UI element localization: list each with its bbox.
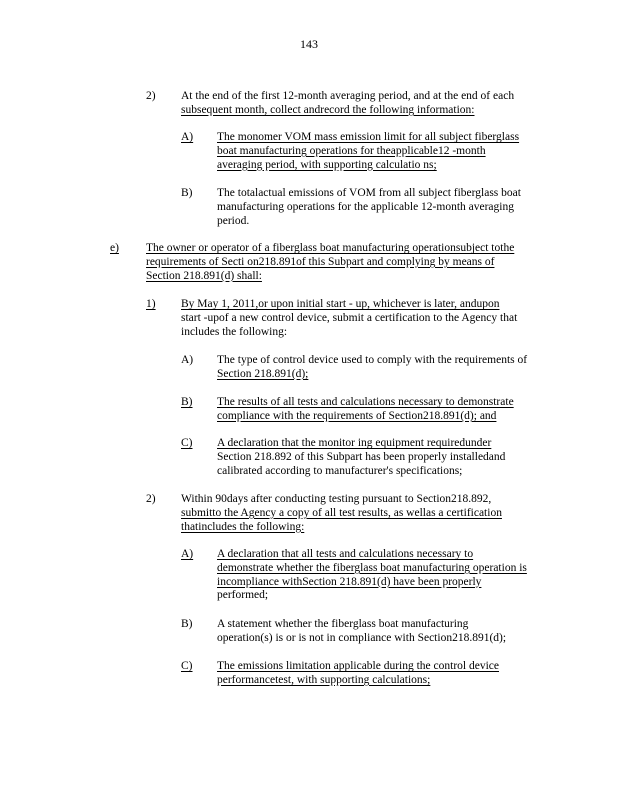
text-line: averaging period, with supporting calculatio ns; — [217, 158, 437, 171]
text-line: A declaration that the monitor ing equipment requiredunder — [217, 437, 492, 449]
text-line: Section 218.892 of this Subpart has been properly installedand — [217, 450, 506, 463]
text-line: Within 90days after conducting testing pursuant to Section218.892, — [181, 493, 492, 505]
text-line: A statement whether the fiberglass boat manufacturing — [217, 618, 469, 630]
text-line: start -upof a new control device, submit a certification to the Agency that — [181, 311, 518, 324]
item-label: 2) — [146, 90, 156, 102]
text-line: boat manufacturing operations for theapplicable12 -month — [217, 144, 486, 157]
text-line: calibrated according to manufacturer's specifications; — [217, 464, 463, 477]
text-line: Section 218.891(d); — [217, 367, 309, 380]
text-line: The totalactual emissions of VOM from all subject fiberglass boat — [217, 187, 521, 199]
text-line: manufacturing operations for the applicable 12-month averaging — [217, 200, 514, 213]
text-line: operation(s) is or is not in compliance with Section218.891(d); — [217, 631, 507, 644]
item-label: A) — [181, 131, 194, 143]
text-line: The emissions limitation applicable during the control device — [217, 660, 499, 672]
text-line: submitto the Agency a copy of all test results, as wellas a certification — [181, 506, 502, 519]
text-line: subsequent month, collect andrecord the following information: — [181, 103, 475, 116]
text-line: performancetest, with supporting calculations; — [217, 673, 431, 686]
text-line: The owner or operator of a fiberglass boat manufacturing operationsubject tothe — [146, 242, 515, 254]
item-label: A) — [181, 548, 194, 560]
text-line: thatincludes the following: — [181, 520, 305, 533]
text-line: By May 1, 2011,or upon initial start - up, whichever is later, andupon — [181, 298, 500, 310]
text-line: A declaration that all tests and calculations necessary to — [217, 548, 474, 560]
text-line: The monomer VOM mass emission limit for all subject fiberglass — [217, 131, 520, 143]
text-line: requirements of Secti on218.891of this Subpart and complying by means of — [146, 255, 495, 268]
text-line: incompliance withSection 218.891(d) have been properly — [217, 575, 482, 588]
item-label: e) — [110, 242, 119, 254]
page-number: 143 — [300, 37, 318, 51]
text-line: period. — [217, 214, 250, 227]
item-label: B) — [181, 618, 193, 630]
text-line: demonstrate whether the fiberglass boat manufacturing operation is — [217, 561, 527, 574]
item-label: C) — [181, 660, 193, 672]
item-label: 1) — [146, 298, 156, 310]
item-label: B) — [181, 187, 193, 199]
item-label: B) — [181, 396, 193, 408]
text-line: Section 218.891(d) shall: — [146, 269, 262, 282]
item-label: 2) — [146, 493, 156, 505]
text-line: compliance with the requirements of Section218.891(d); and — [217, 409, 497, 422]
item-label: A) — [181, 354, 194, 366]
text-line: The results of all tests and calculations necessary to demonstrate — [217, 396, 514, 408]
text-line: performed; — [217, 589, 269, 602]
text-line: includes the following: — [181, 325, 288, 338]
item-label: C) — [181, 437, 193, 449]
text-line: At the end of the first 12-month averaging period, and at the end of each — [181, 90, 515, 102]
text-line: The type of control device used to comply with the requirements of — [217, 354, 528, 366]
